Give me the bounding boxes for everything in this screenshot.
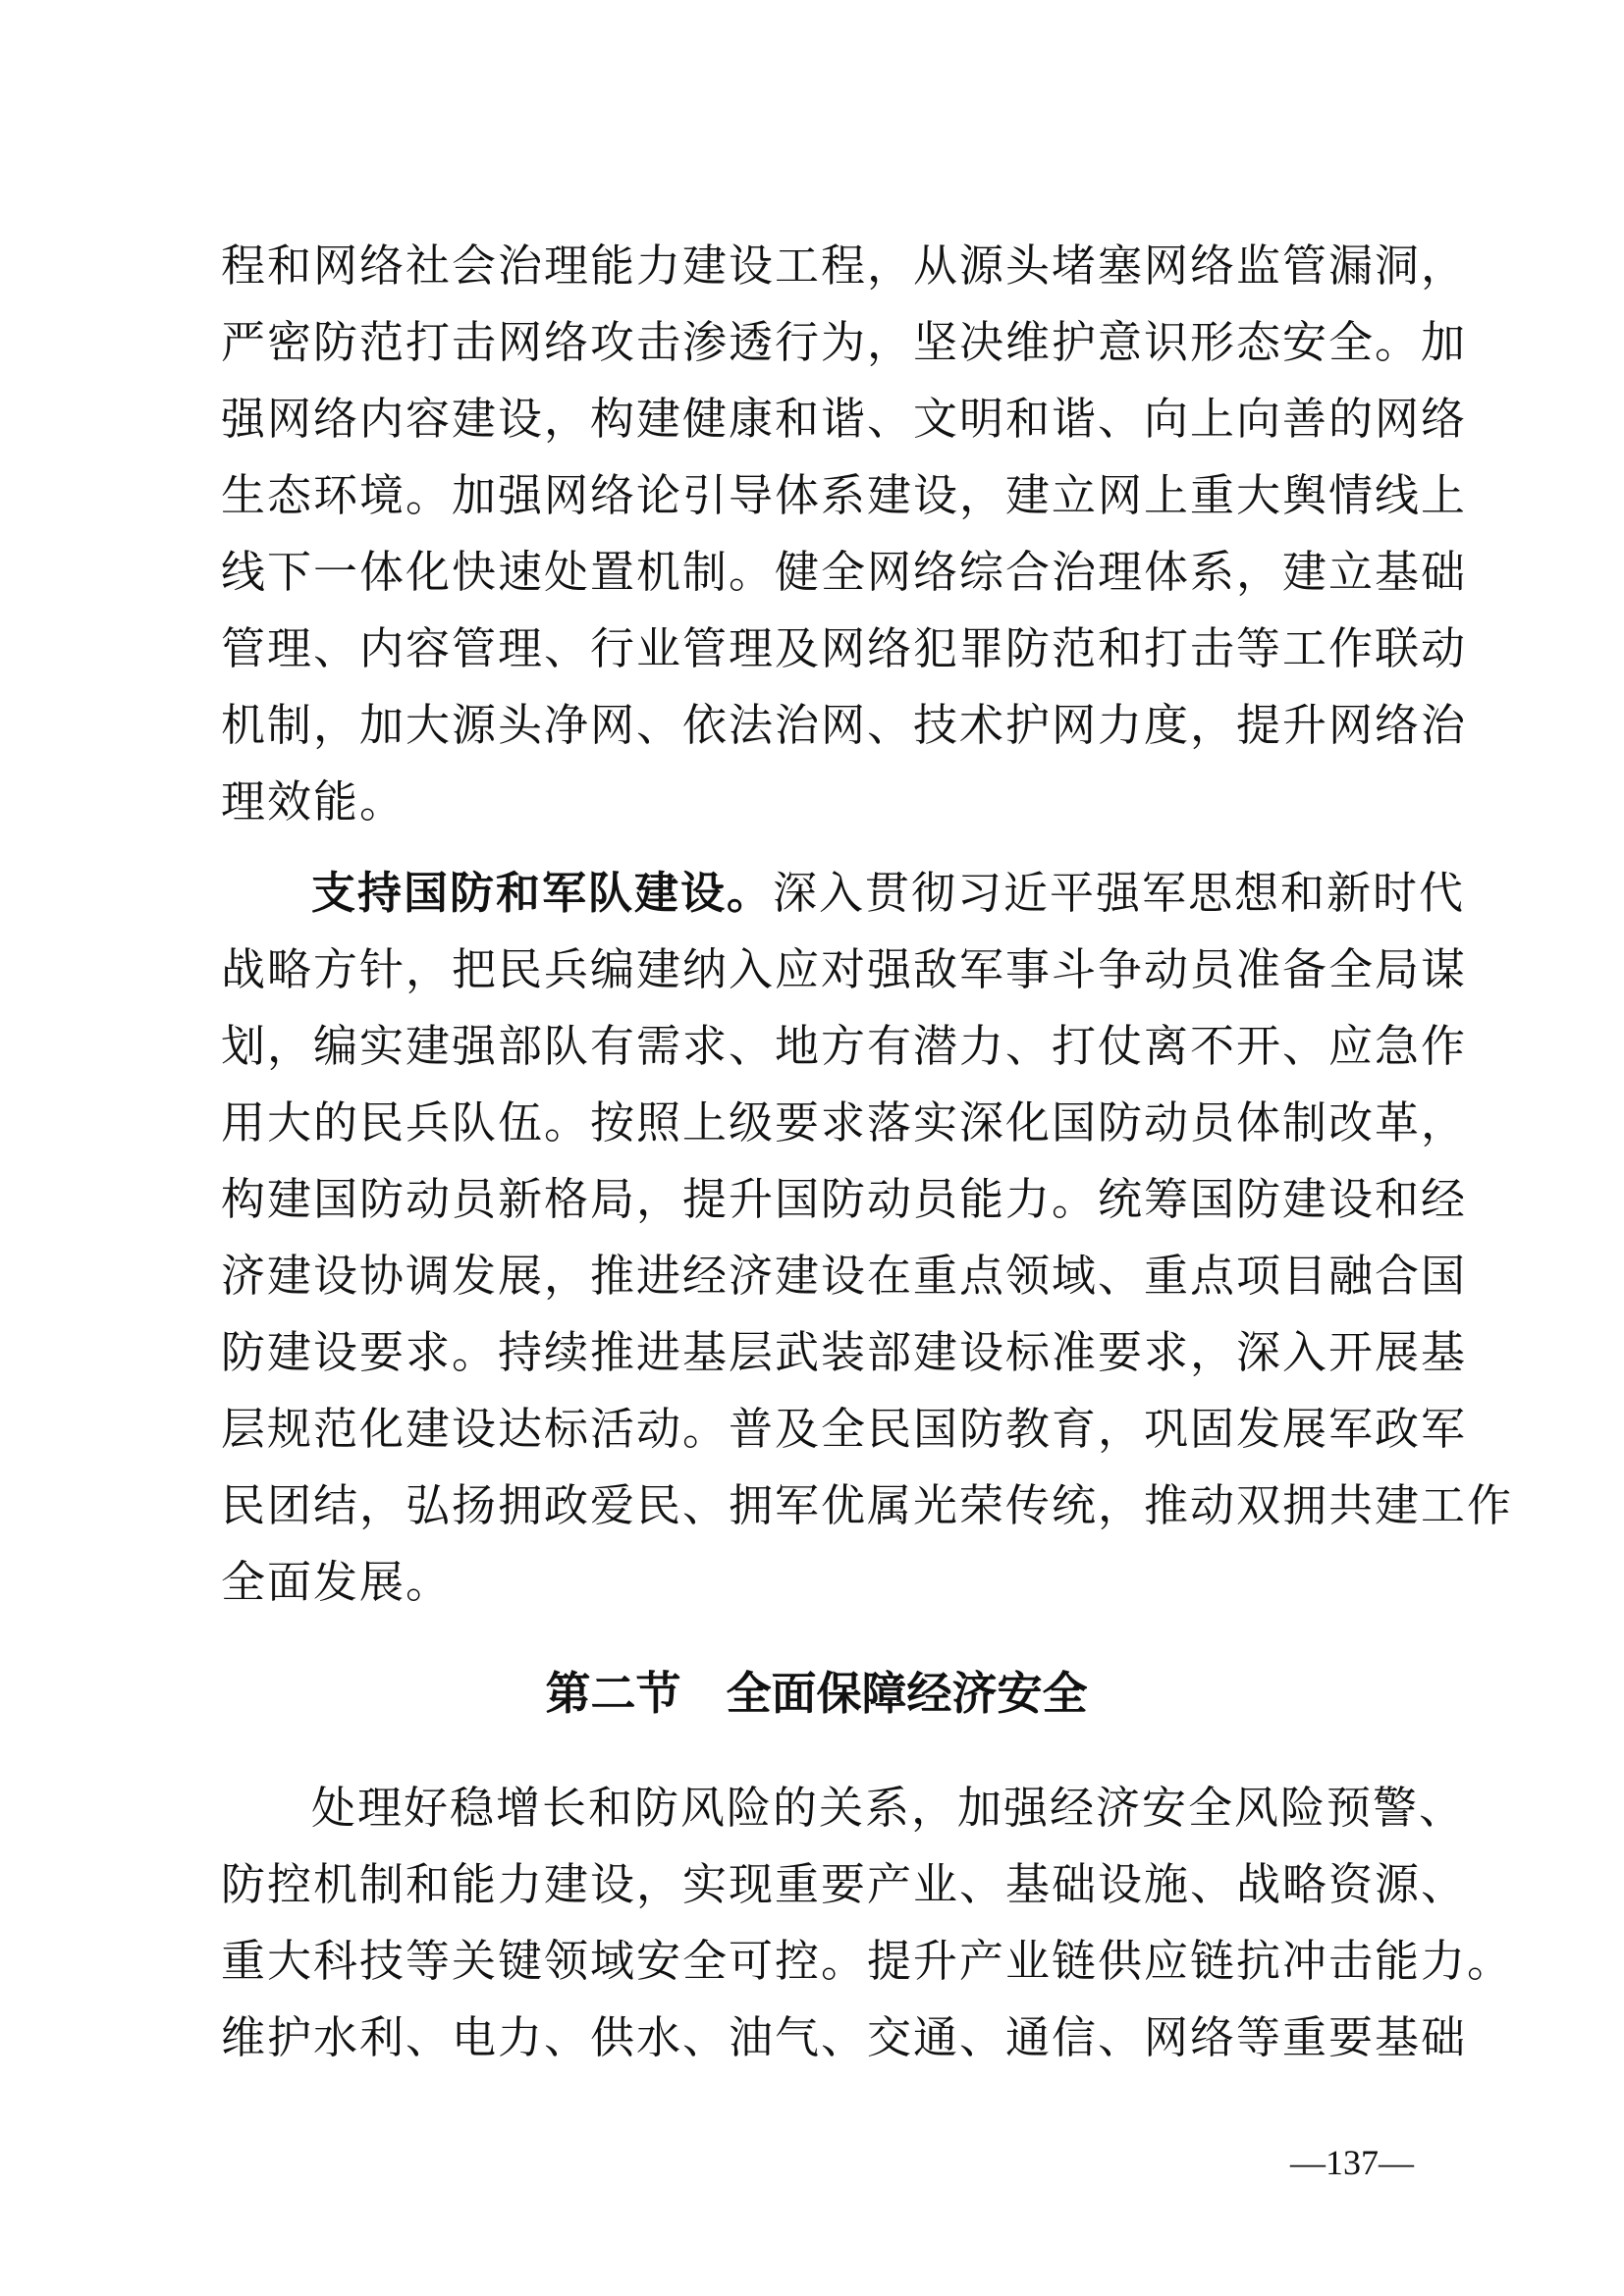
paragraph-line: 维护水利、电力、供水、油气、交通、通信、网络等重要基础: [221, 2011, 1468, 2063]
paragraph-line: 机制，加大源头净网、依法治网、技术护网力度，提升网络治: [221, 699, 1468, 751]
paragraph-line: 处理好稳增长和防风险的关系，加强经济安全风险预警、: [311, 1782, 1466, 1834]
paragraph-line: 层规范化建设达标活动。普及全民国防教育，巩固发展军政军: [221, 1403, 1468, 1455]
paragraph-line: 战略方针，把民兵编建纳入应对强敌军事斗争动员准备全局谋: [221, 943, 1468, 995]
paragraph-line: 理效能。: [221, 775, 406, 828]
paragraph-economic-security: [221, 1770, 1514, 2076]
paragraph-line: 严密防范打击网络攻击渗透行为，坚决维护意识形态安全。加: [221, 316, 1468, 368]
paragraph-line: 防控机制和能力建设，实现重要产业、基础设施、战略资源、: [221, 1858, 1468, 1910]
paragraph-lead-heading: 支持国防和军队建设。: [311, 867, 774, 919]
paragraph-line: 线下一体化快速处置机制。健全网络综合治理体系，建立基础: [221, 546, 1468, 598]
paragraph-national-defense: [221, 855, 1514, 1621]
paragraph-line: 划，编实建强部队有需求、地方有潜力、打仗离不开、应急作: [221, 1020, 1468, 1072]
paragraph-line: 用大的民兵队伍。按照上级要求落实深化国防动员体制改革，: [221, 1096, 1468, 1148]
paragraph-line: 构建国防动员新格局，提升国防动员能力。统筹国防建设和经: [221, 1173, 1468, 1225]
paragraph-line: 全面发展。: [221, 1556, 453, 1608]
paragraph-line: 济建设协调发展，推进经济建设在重点领域、重点项目融合国: [221, 1250, 1468, 1302]
paragraph-line: 管理、内容管理、行业管理及网络犯罪防范和打击等工作联动: [221, 622, 1468, 674]
section-heading: 第二节 全面保障经济安全: [545, 1667, 1088, 1720]
paragraph-first-line-text: 深入贯彻习近平强军思想和新时代: [773, 867, 1466, 919]
paragraph-line: 防建设要求。持续推进基层武装部建设标准要求，深入开展基: [221, 1326, 1468, 1378]
paragraph-line: 重大科技等关键领域安全可控。提升产业链供应链抗冲击能力。: [221, 1935, 1514, 1987]
paragraph-line: 生态环境。加强网络论引导体系建设，建立网上重大舆情线上: [221, 469, 1468, 521]
page-number: —137—: [1290, 2143, 1414, 2182]
paragraph-line: 民团结，弘扬拥政爱民、拥军优属光荣传统，推动双拥共建工作: [221, 1479, 1514, 1531]
paragraph-line: 强网络内容建设，构建健康和谐、文明和谐、向上向善的网络: [221, 393, 1468, 445]
paragraph-line: 程和网络社会治理能力建设工程，从源头堵塞网络监管漏洞，: [221, 240, 1468, 292]
paragraph-first-line: [221, 855, 1466, 932]
paragraph-network-governance: [221, 228, 1468, 840]
